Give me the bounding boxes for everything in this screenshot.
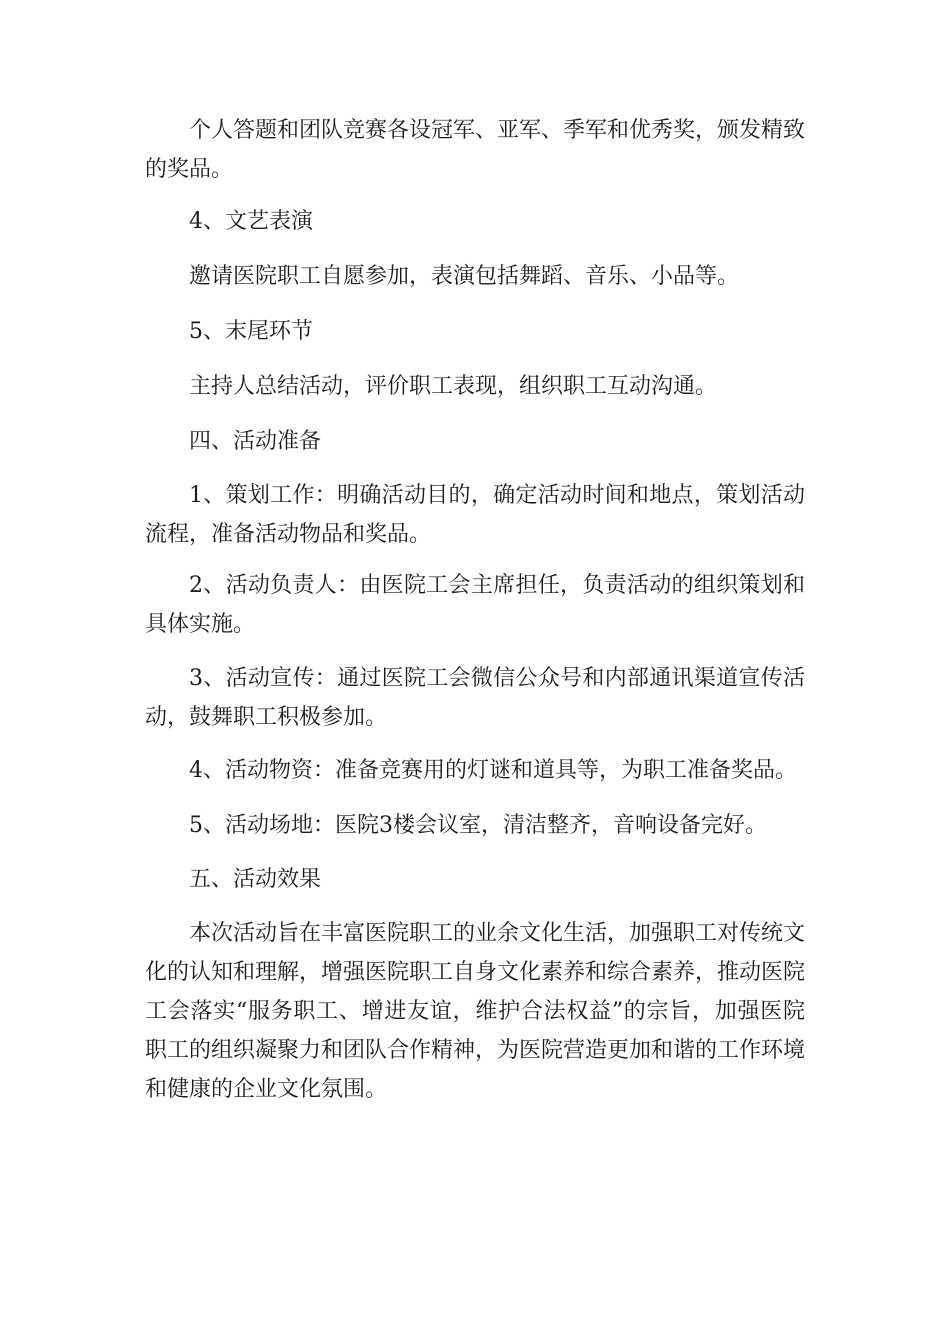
paragraph-publicity: 3、活动宣传：通过医院工会微信公众号和内部通讯渠道宣传活动，鼓舞职工积极参加。 <box>145 666 805 730</box>
paragraph-ending: 主持人总结活动，评价职工表现，组织职工互动沟通。 <box>189 374 718 399</box>
heading-preparation: 四、活动准备 <box>189 429 322 454</box>
paragraph-planning: 1、策划工作：明确活动目的，确定活动时间和地点，策划活动流程，准备活动物品和奖品。 <box>145 483 805 547</box>
paragraph-person-in-charge: 2、活动负责人：由医院工会主席担任，负责活动的组织策划和具体实施。 <box>145 573 805 637</box>
heading-effect: 五、活动效果 <box>189 867 322 892</box>
paragraph-materials: 4、活动物资：准备竞赛用的灯谜和道具等，为职工准备奖品。 <box>189 758 797 783</box>
heading-performance: 4、文艺表演 <box>189 209 313 234</box>
paragraph-awards: 个人答题和团队竞赛各设冠军、亚军、季军和优秀奖，颁发精致的奖品。 <box>145 118 806 182</box>
paragraph-performance: 邀请医院职工自愿参加，表演包括舞蹈、音乐、小品等。 <box>189 264 740 289</box>
paragraph-venue: 5、活动场地：医院3楼会议室，清洁整齐，音响设备完好。 <box>189 813 767 838</box>
heading-ending: 5、末尾环节 <box>189 319 313 344</box>
paragraph-effect: 本次活动旨在丰富医院职工的业余文化生活，加强职工对传统文化的认知和理解，增强医院职工自身文化素养和综合素养，推动医院工会落实“服务职工、增进友谊，维护合法权益”的宗旨，加强医院职工的组织凝聚力和团队合作精神，为医院营造更加和谐的工作环境和健康的企业文化氛围。 <box>145 921 806 1102</box>
